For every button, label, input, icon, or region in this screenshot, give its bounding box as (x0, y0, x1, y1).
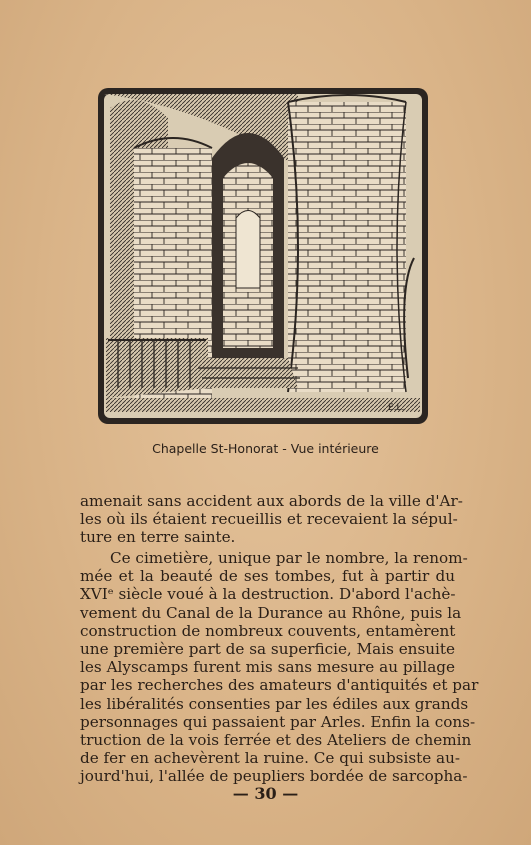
text-line: les libéralités consenties par les édiles aux grands (80, 694, 469, 713)
chapel-interior-engraving (98, 88, 428, 424)
text-line: les Alyscamps furent mis sans mesure au pillage (80, 658, 455, 677)
illustration-caption: Chapelle St-Honorat - Vue intérieure (152, 441, 379, 456)
text-line: personnages qui passaient par Arles. Enfin la cons- (80, 712, 476, 731)
svg-text:E.L.: E.L. (388, 403, 405, 413)
text-line: vement du Canal de la Durance au Rhône, puis la (80, 603, 462, 622)
page-number: — 30 — (232, 784, 299, 803)
text-line: par les recherches des amateurs d'antiquités et par (80, 676, 479, 695)
text-line: mée et la beauté de ses tombes, fut à partir du (80, 567, 455, 586)
text-line: ture en terre sainte. (80, 528, 236, 547)
text-line: Ce cimetière, unique par le nombre, la renom- (110, 549, 468, 567)
text-line: amenait sans accident aux abords de la ville d'Ar- (80, 492, 463, 510)
text-line: les où ils étaient recueillis et recevaient la sépul- (80, 510, 458, 529)
text-line: construction de nombreux couvents, entamèrent (80, 621, 456, 640)
paragraph-continuation (80, 492, 463, 547)
text-line: XVIᵉ siècle voué à la destruction. D'abord l'achè- (80, 585, 456, 604)
paragraph-cemetery (80, 549, 479, 786)
text-line: une première part de sa superficie, Mais ensuite (80, 640, 455, 659)
text-line: jourd'hui, l'allée de peupliers bordée de sarcopha- (80, 767, 468, 786)
text-line: de fer en achevèrent la ruine. Ce qui subsiste au- (80, 749, 461, 768)
text-line: truction de la vois ferrée et des Ateliers de chemin (80, 731, 472, 750)
